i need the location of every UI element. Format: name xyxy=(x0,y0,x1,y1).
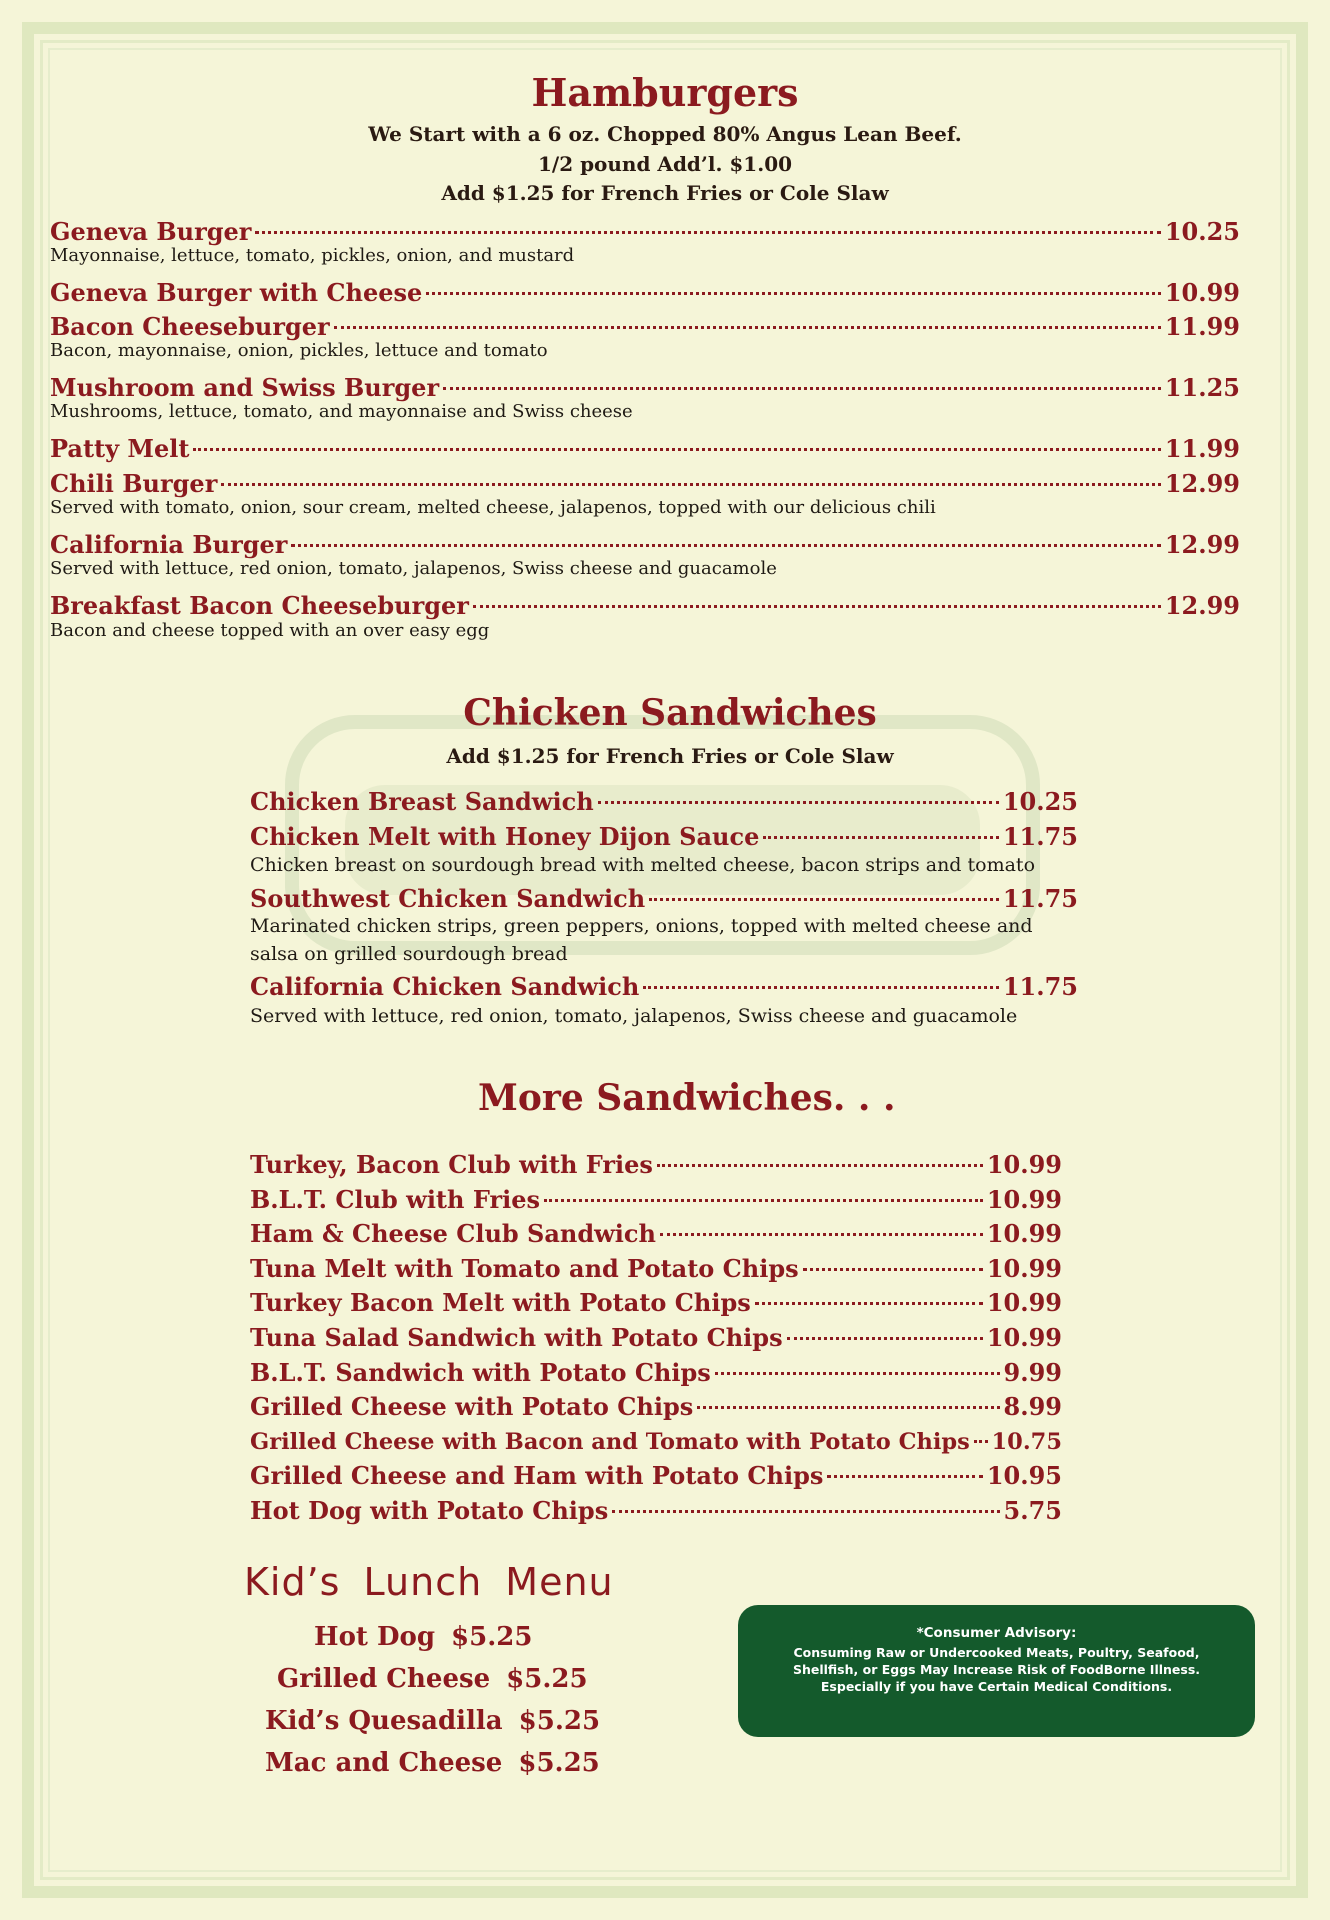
kids-item xyxy=(265,1706,600,1736)
menu-item xyxy=(50,526,1240,559)
advisory-line: Consuming Raw or Undercooked Meats, Poultry, Seafood, xyxy=(793,1645,1200,1660)
item-name: Geneva Burger with Cheese xyxy=(50,278,423,307)
advisory-line: Especially if you have Certain Medical Conditions. xyxy=(820,1679,1173,1694)
kids-item-name: Grilled Cheese xyxy=(277,1664,491,1694)
item-price: 10.99 xyxy=(986,1288,1062,1317)
leader-dots xyxy=(715,1348,1000,1375)
leader-dots xyxy=(787,1313,983,1340)
item-price: 9.99 xyxy=(1003,1358,1062,1387)
leader-dots xyxy=(763,812,998,839)
item-price: 11.25 xyxy=(1164,373,1240,402)
item-description: Served with lettuce, red onion, tomato, jalapenos, Swiss cheese and guacamole xyxy=(250,1005,1018,1027)
leader-dots xyxy=(473,581,1161,608)
leader-dots xyxy=(221,459,1161,486)
hamburgers-intro-2: 1/2 pound Add’l. $1.00 xyxy=(537,152,793,176)
item-price: 10.99 xyxy=(986,1219,1062,1248)
item-name: Patty Melt xyxy=(50,434,190,463)
item-description: Bacon and cheese topped with an over easy egg xyxy=(50,620,490,641)
item-name: Chicken Breast Sandwich xyxy=(250,787,594,816)
menu-item xyxy=(250,1492,1062,1525)
menu-item xyxy=(50,587,1240,620)
item-name: Grilled Cheese with Bacon and Tomato with Potato Chips xyxy=(250,1428,970,1455)
item-name: California Chicken Sandwich xyxy=(250,972,640,1001)
item-price: 10.99 xyxy=(1164,278,1240,307)
item-name: Southwest Chicken Sandwich xyxy=(250,884,646,913)
item-price: 10.99 xyxy=(986,1323,1062,1352)
kids-item-price: $5.25 xyxy=(518,1706,601,1736)
leader-dots xyxy=(255,207,1160,234)
leader-dots xyxy=(974,1417,988,1443)
kids-item-name: Hot Dog xyxy=(314,1622,436,1652)
menu-item xyxy=(250,880,1078,913)
item-price: 10.95 xyxy=(986,1461,1062,1490)
item-name: Ham & Cheese Club Sandwich xyxy=(250,1219,656,1248)
item-name: Turkey, Bacon Club with Fries xyxy=(250,1150,653,1179)
item-price: 11.99 xyxy=(1164,312,1240,341)
item-description: Served with tomato, onion, sour cream, melted cheese, jalapenos, topped with our delicious chili xyxy=(50,497,936,518)
hamburgers-intro-3: Add $1.25 for French Fries or Cole Slaw xyxy=(441,181,889,205)
item-name: B.L.T. Club with Fries xyxy=(250,1185,540,1214)
item-price: 10.25 xyxy=(1164,217,1240,246)
menu-item xyxy=(250,818,1078,851)
item-description: Served with lettuce, red onion, tomato, jalapenos, Swiss cheese and guacamole xyxy=(50,558,777,579)
leader-dots xyxy=(598,777,999,804)
menu-item xyxy=(250,1388,1062,1421)
menu-item xyxy=(250,1423,1062,1455)
leader-dots xyxy=(755,1278,983,1305)
item-name: Mushroom and Swiss Burger xyxy=(50,373,440,402)
item-name: Turkey Bacon Melt with Potato Chips xyxy=(250,1288,751,1317)
item-name: Hot Dog with Potato Chips xyxy=(250,1496,609,1525)
leader-dots xyxy=(649,874,999,901)
item-price: 11.99 xyxy=(1164,434,1240,463)
leader-dots xyxy=(291,520,1160,547)
hamburgers-intro-1: We Start with a 6 oz. Chopped 80% Angus Lean Beef. xyxy=(368,122,962,146)
advisory-heading: *Consumer Advisory: xyxy=(916,1625,1077,1641)
item-price: 10.75 xyxy=(991,1428,1062,1455)
leader-dots xyxy=(426,268,1161,295)
leader-dots xyxy=(334,302,1161,329)
item-price: 11.75 xyxy=(1002,884,1078,913)
item-name: Grilled Cheese and Ham with Potato Chips xyxy=(250,1461,824,1490)
leader-dots xyxy=(193,424,1160,451)
item-name: Tuna Salad Sandwich with Potato Chips xyxy=(250,1323,783,1352)
item-name: B.L.T. Sandwich with Potato Chips xyxy=(250,1358,711,1387)
chicken-title: Chicken Sandwiches xyxy=(463,692,877,734)
menu-item xyxy=(50,465,1240,498)
hamburgers-title: Hamburgers xyxy=(531,70,799,115)
item-name: Geneva Burger xyxy=(50,217,252,246)
item-name: Breakfast Bacon Cheeseburger xyxy=(50,591,469,620)
menu-item xyxy=(50,369,1240,402)
item-name: Chili Burger xyxy=(50,469,218,498)
item-price: 10.25 xyxy=(1002,787,1078,816)
item-price: 10.99 xyxy=(986,1150,1062,1179)
kids-item-name: Kid’s Quesadilla xyxy=(265,1706,503,1736)
item-price: 12.99 xyxy=(1164,530,1240,559)
item-name: Grilled Cheese with Potato Chips xyxy=(250,1392,694,1421)
leader-dots xyxy=(697,1382,999,1409)
leader-dots xyxy=(827,1451,982,1478)
kids-item-price: $5.25 xyxy=(506,1664,588,1694)
item-name: Bacon Cheeseburger xyxy=(50,312,330,341)
item-price: 10.99 xyxy=(986,1254,1062,1283)
item-name: California Burger xyxy=(50,530,288,559)
leader-dots xyxy=(643,962,999,989)
consumer-advisory-box xyxy=(738,1605,1255,1737)
kids-item xyxy=(277,1664,588,1694)
kids-item xyxy=(314,1622,532,1652)
kids-item-name: Mac and Cheese xyxy=(265,1748,503,1778)
kids-item-price: $5.25 xyxy=(451,1622,533,1652)
item-price: 5.75 xyxy=(1003,1496,1062,1525)
item-name: Tuna Melt with Tomato and Potato Chips xyxy=(250,1254,799,1283)
menu-item xyxy=(50,213,1240,246)
kids-menu-title: Kid’s Lunch Menu xyxy=(244,1560,614,1604)
leader-dots xyxy=(612,1486,999,1513)
item-price: 12.99 xyxy=(1164,591,1240,620)
advisory-line: Shellfish, or Eggs May Increase Risk of FoodBorne Illness. xyxy=(792,1662,1201,1677)
more-sandwiches-title: More Sandwiches. . . xyxy=(478,1077,896,1119)
kids-item-price: $5.25 xyxy=(518,1748,600,1778)
leader-dots xyxy=(544,1175,983,1202)
leader-dots xyxy=(660,1209,983,1236)
item-description: Mushrooms, lettuce, tomato, and mayonnaise and Swiss cheese xyxy=(50,401,633,422)
leader-dots xyxy=(803,1244,983,1271)
kids-item xyxy=(265,1748,600,1778)
item-price: 11.75 xyxy=(1002,972,1078,1001)
leader-dots xyxy=(657,1140,983,1167)
item-price: 10.99 xyxy=(986,1185,1062,1214)
item-price: 12.99 xyxy=(1164,469,1240,498)
item-price: 11.75 xyxy=(1002,822,1078,851)
chicken-intro: Add $1.25 for French Fries or Cole Slaw xyxy=(446,744,894,768)
item-description: Marinated chicken strips, green peppers, onions, topped with melted cheese and salsa on grilled sourdough bread xyxy=(250,915,1033,965)
menu-item xyxy=(50,308,1240,341)
item-description: Chicken breast on sourdough bread with melted cheese, bacon strips and tomato xyxy=(250,854,1036,876)
item-price: 8.99 xyxy=(1003,1392,1062,1421)
item-description: Bacon, mayonnaise, onion, pickles, lettuce and tomato xyxy=(50,340,548,361)
item-description: Mayonnaise, lettuce, tomato, pickles, onion, and mustard xyxy=(50,245,575,266)
leader-dots xyxy=(443,363,1161,390)
menu-item xyxy=(250,968,1078,1001)
item-name: Chicken Melt with Honey Dijon Sauce xyxy=(250,822,760,851)
